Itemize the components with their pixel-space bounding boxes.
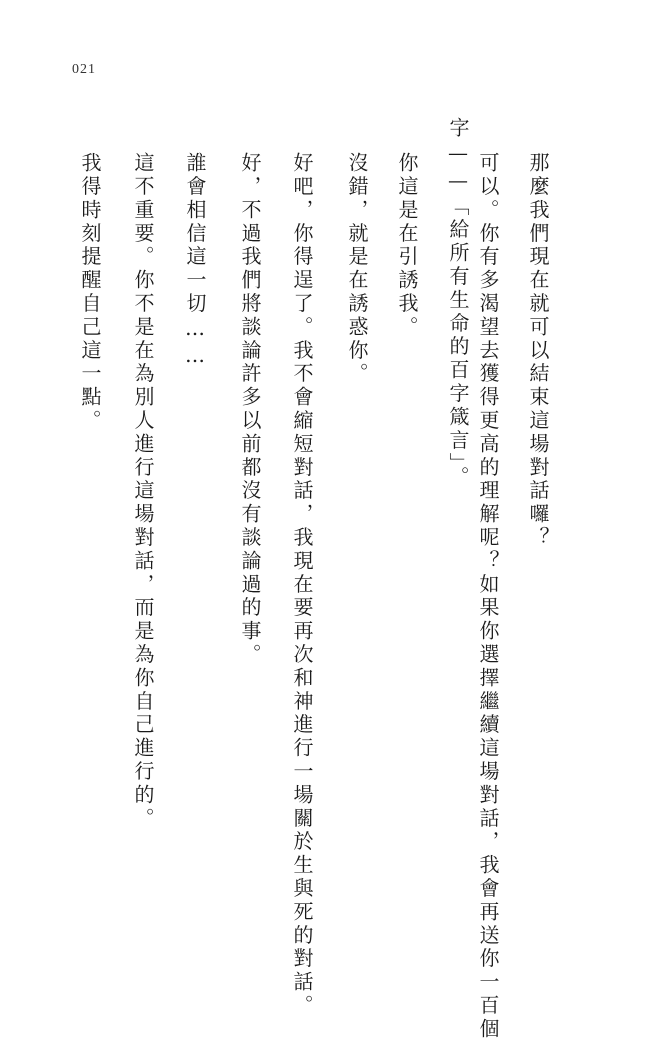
text-line-8: 誰會相信這一切……	[183, 152, 207, 371]
text-line-10: 我得時刻提醒自己這一點。	[78, 152, 102, 433]
text-line-5: 沒錯，就是在誘惑你。	[345, 152, 369, 386]
text-line-3: 字——「給所有生命的百字箴言」。	[446, 117, 470, 490]
text-line-1: 那麼我們現在就可以結束這場對話囉？	[526, 152, 550, 550]
text-line-6: 好吧，你得逞了。我不會縮短對話，我現在要再次和神進行一場關於生與死的對話。	[290, 152, 314, 1018]
text-line-2: 可以。你有多渴望去獲得更高的理解呢？如果你選擇繼續這場對話，我會再送你一百個	[476, 152, 500, 1041]
text-line-4: 你這是在引誘我。	[395, 152, 419, 340]
page-number: 021	[72, 62, 96, 77]
text-line-9: 這不重要。你不是在為別人進行這場對話，而是為你自己進行的。	[131, 152, 155, 831]
text-line-7: 好，不過我們將談論許多以前都沒有談論過的事。	[238, 152, 262, 667]
